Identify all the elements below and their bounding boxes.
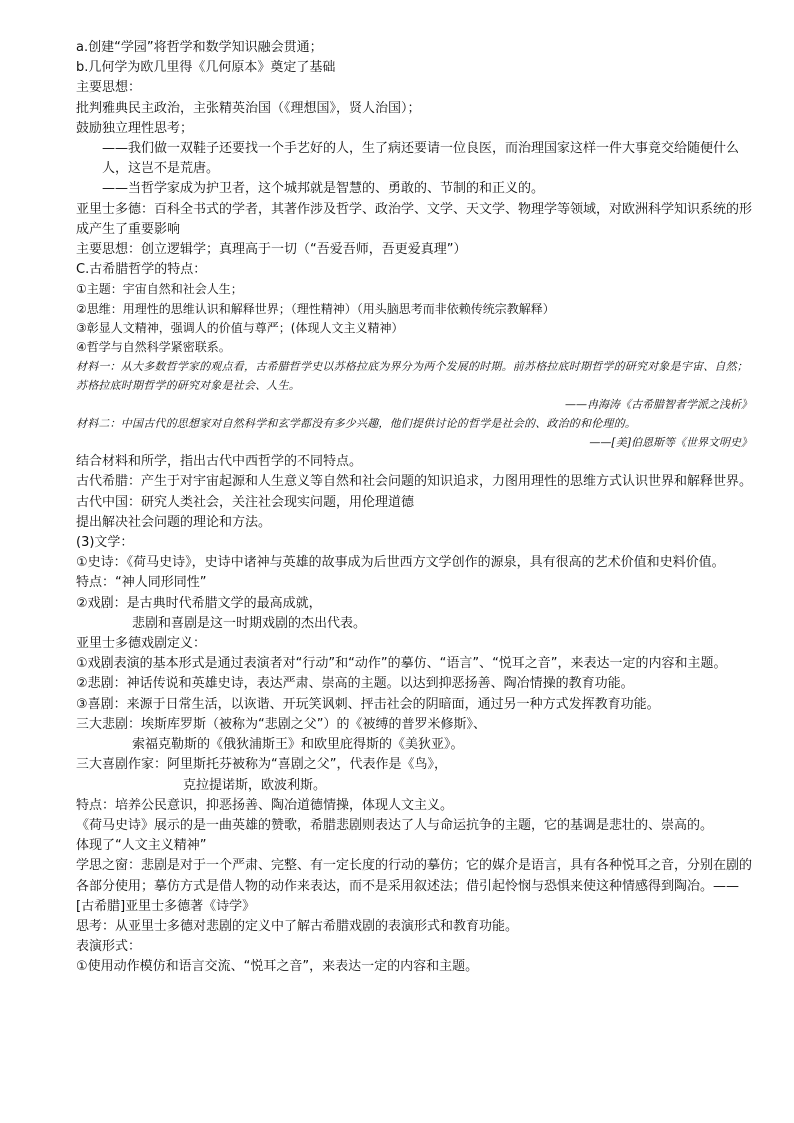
- text-line: 特点：培养公民意识，抑恶扬善、陶冶道德情操，体现人文主义。: [76, 797, 454, 813]
- text-line: 特点：“神人同形同性”: [76, 575, 207, 591]
- list-item: ②悲剧：神话传说和英雄史诗，表达严肃、崇高的主题。以达到抑恶扬善、陶冶情操的教育功能。: [76, 676, 634, 692]
- list-item: ①使用动作模仿和语言交流、“悦耳之音”，来表达一定的内容和主题。: [76, 959, 479, 975]
- quote-paragraph: ——我们做一双鞋子还要找一个手艺好的人，生了病还要请一位良医，而治理国家这样一件大事竟交给随便什么人，这岂不是荒唐。: [102, 141, 740, 177]
- text-line: 鼓励独立理性思考；: [76, 120, 194, 136]
- text-line: 三大悲剧：埃斯库罗斯（被称为“悲剧之父”）的《被缚的普罗米修斯》、: [76, 716, 486, 732]
- text-line: 思考：从亚里士多德对悲剧的定义中了解古希腊戏剧的表演形式和教育功能。: [76, 918, 519, 934]
- section-heading: 表演形式：: [76, 939, 142, 955]
- section-heading: C.古希腊哲学的特点：: [76, 262, 207, 278]
- text-line: a.创建“学园”将哲学和数学知识融会贯通；: [76, 40, 323, 55]
- text-line: 克拉提诺斯，欧波利斯。: [183, 777, 327, 793]
- material-two-source: ——[美]伯恩斯等《世界文明史》: [589, 436, 752, 450]
- document-page: [76, 38, 752, 978]
- list-item: ③喜剧：来源于日常生活，以诙谐、开玩笑讽刺、抨击社会的阴暗面，通过另一种方式发挥教育功能。: [76, 696, 660, 712]
- list-item: ①主题：宇宙自然和社会人生；: [76, 282, 243, 297]
- paragraph: 《荷马史诗》展示的是一曲英雄的赞歌，希腊悲剧则表达了人与命运抗争的主题，它的基调是悲壮的、崇高的。: [76, 817, 714, 833]
- text-line: b.几何学为欧几里得《几何原本》奠定了基础: [76, 60, 336, 76]
- paragraph: 学思之窗：悲剧是对于一个严肃、完整、有一定长度的行动的摹仿；它的媒介是语言，具有各种悦耳之音，分别在剧的各部分使用；摹仿方式是借人物的动作来表达，而不是采用叙述法；借引起怜悯与恐惧来使这种情感得到陶冶。——[古希腊]亚里士多德著《诗学》: [76, 858, 753, 914]
- text-line: 体现了“人文主义精神”: [76, 838, 207, 854]
- section-heading: 主要思想：: [76, 80, 142, 96]
- list-item: ①戏剧表演的基本形式是通过表演者对“行动”和“动作”的摹仿、“语言”、“悦耳之音”，来表达一定的内容和主题。: [76, 656, 727, 672]
- material-one: 材料一：从大多数哲学家的观点看，古希腊哲学史以苏格拉底为界分为两个发展的时期。前苏格拉底时期哲学的研究对象是宇宙、自然；苏格拉底时期哲学的研究对象是社会、人生。: [76, 360, 748, 393]
- list-item: ②思维：用理性的思维认识和解释世界；（理性精神）（用头脑思考而非依赖传统宗教解释）: [76, 301, 555, 316]
- list-item: ③彰显人文精神，强调人的价值与尊严；(体现人文主义精神）: [76, 320, 404, 335]
- section-heading: 亚里士多德戏剧定义：: [76, 636, 207, 652]
- text-line: 提出解决社会问题的理论和方法。: [76, 514, 272, 530]
- text-line: 悲剧和喜剧是这一时期戏剧的杰出代表。: [132, 615, 367, 631]
- text-line: 古代中国：研究人类社会，关注社会现实问题，用伦理道德: [76, 494, 415, 510]
- text-line: 索福克勒斯的《俄狄浦斯王》和欧里庇得斯的《美狄亚》。: [132, 737, 464, 753]
- paragraph: ①史诗：《荷马史诗》，史诗中诸神与英雄的故事成为后世西方文学创作的源泉，具有很高的艺术价值和史料价值。: [76, 555, 725, 571]
- material-two: 材料二：中国古代的思想家对自然科学和玄学都没有多少兴趣，他们提供讨论的哲学是社会的、政治的和伦理的。: [76, 417, 636, 431]
- list-item: ②戏剧：是古典时代希腊文学的最高成就，: [76, 595, 322, 611]
- material-one-source: ——冉海涛《古希腊智者学派之浅析》: [565, 398, 752, 412]
- text-line: 三大喜剧作家：阿里斯托芬被称为“喜剧之父”，代表作是《鸟》，: [76, 757, 447, 773]
- question-line: 结合材料和所学，指出古代中西哲学的不同特点。: [76, 454, 363, 470]
- section-heading: (3)文学：: [76, 535, 134, 551]
- quote-line: ——当哲学家成为护卫者，这个城邦就是智慧的、勇敢的、节制的和正义的。: [102, 181, 545, 197]
- text-line: 批判雅典民主政治，主张精英治国（《理想国》，贤人治国）；: [76, 100, 421, 116]
- paragraph: 亚里士多德：百科全书式的学者，其著作涉及哲学、政治学、文学、天文学、物理学等领域，对欧洲科学知识系统的形成产生了重要影响: [76, 201, 753, 237]
- text-line: 主要思想：创立逻辑学；真理高于一切（“吾爱吾师，吾更爱真理”）: [76, 242, 467, 258]
- paragraph: 古代希腊：产生于对宇宙起源和人生意义等自然和社会问题的知识追求，力图用理性的思维方式认识世界和解释世界。: [76, 474, 753, 490]
- list-item: ④哲学与自然科学紧密联系。: [76, 340, 231, 355]
